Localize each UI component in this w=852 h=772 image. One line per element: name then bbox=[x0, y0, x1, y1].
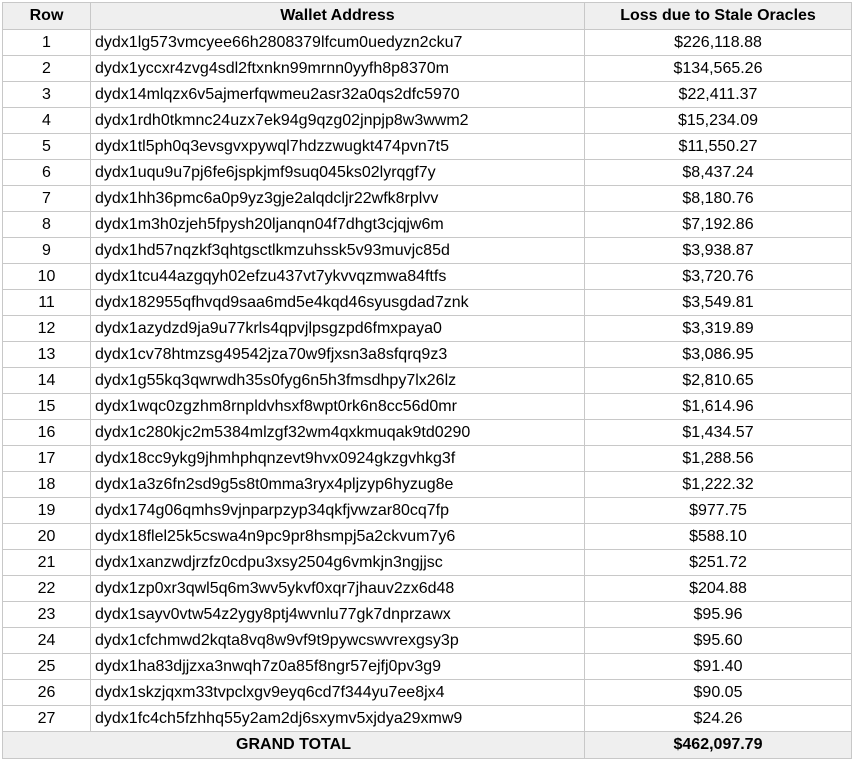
table-row bbox=[3, 30, 852, 56]
table-row bbox=[3, 212, 852, 238]
wallet-address-cell: dydx1rdh0tkmnc24uzx7ek94g9qzg02jnpjp8w3wwm2 bbox=[91, 108, 585, 134]
wallet-address-cell: dydx1skzjqxm33tvpclxgv9eyq6cd7f344yu7ee8jx4 bbox=[91, 680, 585, 706]
row-number-cell: 10 bbox=[3, 264, 91, 290]
row-number-cell: 1 bbox=[3, 30, 91, 56]
table-row bbox=[3, 160, 852, 186]
table-row bbox=[3, 680, 852, 706]
loss-amount-cell: $7,192.86 bbox=[585, 212, 852, 238]
table-row bbox=[3, 368, 852, 394]
row-number-cell: 8 bbox=[3, 212, 91, 238]
wallet-address-cell: dydx1cfchmwd2kqta8vq8w9vf9t9pywcswvrexgsy3p bbox=[91, 628, 585, 654]
loss-amount-cell: $3,086.95 bbox=[585, 342, 852, 368]
table-row bbox=[3, 706, 852, 732]
wallet-address-cell: dydx1hh36pmc6a0p9yz3gje2alqdcljr22wfk8rplvv bbox=[91, 186, 585, 212]
table-row bbox=[3, 628, 852, 654]
header-wallet-address: Wallet Address bbox=[91, 3, 585, 30]
table-row bbox=[3, 576, 852, 602]
row-number-cell: 25 bbox=[3, 654, 91, 680]
row-number-cell: 13 bbox=[3, 342, 91, 368]
table-row bbox=[3, 602, 852, 628]
wallet-address-cell: dydx1a3z6fn2sd9g5s8t0mma3ryx4pljzyp6hyzug8e bbox=[91, 472, 585, 498]
row-number-cell: 7 bbox=[3, 186, 91, 212]
loss-amount-cell: $91.40 bbox=[585, 654, 852, 680]
header-row bbox=[3, 3, 852, 30]
wallet-address-cell: dydx1tcu44azgqyh02efzu437vt7ykvvqzmwa84ftfs bbox=[91, 264, 585, 290]
loss-amount-cell: $11,550.27 bbox=[585, 134, 852, 160]
row-number-cell: 20 bbox=[3, 524, 91, 550]
loss-amount-cell: $22,411.37 bbox=[585, 82, 852, 108]
wallet-address-cell: dydx1cv78htmzsg49542jza70w9fjxsn3a8sfqrq9z3 bbox=[91, 342, 585, 368]
loss-amount-cell: $1,288.56 bbox=[585, 446, 852, 472]
wallet-address-cell: dydx1azydzd9ja9u77krls4qpvjlpsgzpd6fmxpaya0 bbox=[91, 316, 585, 342]
wallet-address-cell: dydx1c280kjc2m5384mlzgf32wm4qxkmuqak9td0290 bbox=[91, 420, 585, 446]
row-number-cell: 6 bbox=[3, 160, 91, 186]
wallet-address-cell: dydx174g06qmhs9vjnparpzyp34qkfjvwzar80cq7fp bbox=[91, 498, 585, 524]
loss-amount-cell: $226,118.88 bbox=[585, 30, 852, 56]
row-number-cell: 27 bbox=[3, 706, 91, 732]
wallet-address-cell: dydx1ha83djjzxa3nwqh7z0a85f8ngr57ejfj0pv3g9 bbox=[91, 654, 585, 680]
table-row bbox=[3, 238, 852, 264]
header-row-number: Row bbox=[3, 3, 91, 30]
wallet-address-cell: dydx1wqc0zgzhm8rnpldvhsxf8wpt0rk6n8cc56d0mr bbox=[91, 394, 585, 420]
table-row bbox=[3, 446, 852, 472]
row-number-cell: 2 bbox=[3, 56, 91, 82]
loss-amount-cell: $588.10 bbox=[585, 524, 852, 550]
wallet-address-cell: dydx1zp0xr3qwl5q6m3wv5ykvf0xqr7jhauv2zx6d48 bbox=[91, 576, 585, 602]
wallet-address-cell: dydx1g55kq3qwrwdh35s0fyg6n5h3fmsdhpy7lx26lz bbox=[91, 368, 585, 394]
table-row bbox=[3, 524, 852, 550]
table-row bbox=[3, 56, 852, 82]
wallet-address-cell: dydx18flel25k5cswa4n9pc9pr8hsmpj5a2ckvum7y6 bbox=[91, 524, 585, 550]
row-number-cell: 9 bbox=[3, 238, 91, 264]
loss-amount-cell: $95.96 bbox=[585, 602, 852, 628]
wallet-address-cell: dydx1uqu9u7pj6fe6jspkjmf9suq045ks02lyrqgf7y bbox=[91, 160, 585, 186]
table-row bbox=[3, 472, 852, 498]
table-row bbox=[3, 342, 852, 368]
row-number-cell: 24 bbox=[3, 628, 91, 654]
wallet-address-cell: dydx1hd57nqzkf3qhtgsctlkmzuhssk5v93muvjc85d bbox=[91, 238, 585, 264]
wallet-address-cell: dydx1yccxr4zvg4sdl2ftxnkn99mrnn0yyfh8p8370m bbox=[91, 56, 585, 82]
row-number-cell: 26 bbox=[3, 680, 91, 706]
wallet-address-cell: dydx1m3h0zjeh5fpysh20ljanqn04f7dhgt3cjqjw6m bbox=[91, 212, 585, 238]
losses-table bbox=[2, 2, 852, 759]
loss-amount-cell: $3,720.76 bbox=[585, 264, 852, 290]
row-number-cell: 16 bbox=[3, 420, 91, 446]
wallet-address-cell: dydx1xanzwdjrzfz0cdpu3xsy2504g6vmkjn3ngjjsc bbox=[91, 550, 585, 576]
row-number-cell: 15 bbox=[3, 394, 91, 420]
row-number-cell: 5 bbox=[3, 134, 91, 160]
loss-amount-cell: $3,938.87 bbox=[585, 238, 852, 264]
row-number-cell: 14 bbox=[3, 368, 91, 394]
loss-amount-cell: $95.60 bbox=[585, 628, 852, 654]
loss-amount-cell: $15,234.09 bbox=[585, 108, 852, 134]
grand-total-row bbox=[3, 732, 852, 759]
table-body bbox=[3, 30, 852, 732]
grand-total-label: GRAND TOTAL bbox=[3, 732, 585, 759]
loss-amount-cell: $251.72 bbox=[585, 550, 852, 576]
loss-amount-cell: $1,434.57 bbox=[585, 420, 852, 446]
loss-amount-cell: $8,180.76 bbox=[585, 186, 852, 212]
row-number-cell: 3 bbox=[3, 82, 91, 108]
table-row bbox=[3, 134, 852, 160]
table-row bbox=[3, 290, 852, 316]
table-row bbox=[3, 82, 852, 108]
table-row bbox=[3, 264, 852, 290]
loss-amount-cell: $204.88 bbox=[585, 576, 852, 602]
row-number-cell: 11 bbox=[3, 290, 91, 316]
table-row bbox=[3, 420, 852, 446]
loss-amount-cell: $977.75 bbox=[585, 498, 852, 524]
header-loss: Loss due to Stale Oracles bbox=[585, 3, 852, 30]
loss-amount-cell: $3,549.81 bbox=[585, 290, 852, 316]
loss-amount-cell: $134,565.26 bbox=[585, 56, 852, 82]
wallet-address-cell: dydx1tl5ph0q3evsgvxpywql7hdzzwugkt474pvn7t5 bbox=[91, 134, 585, 160]
row-number-cell: 18 bbox=[3, 472, 91, 498]
row-number-cell: 17 bbox=[3, 446, 91, 472]
loss-amount-cell: $1,222.32 bbox=[585, 472, 852, 498]
loss-amount-cell: $24.26 bbox=[585, 706, 852, 732]
wallet-address-cell: dydx1sayv0vtw54z2ygy8ptj4wvnlu77gk7dnprzawx bbox=[91, 602, 585, 628]
loss-amount-cell: $8,437.24 bbox=[585, 160, 852, 186]
loss-amount-cell: $90.05 bbox=[585, 680, 852, 706]
row-number-cell: 23 bbox=[3, 602, 91, 628]
loss-amount-cell: $1,614.96 bbox=[585, 394, 852, 420]
wallet-address-cell: dydx1fc4ch5fzhhq55y2am2dj6sxymv5xjdya29xmw9 bbox=[91, 706, 585, 732]
wallet-address-cell: dydx182955qfhvqd9saa6md5e4kqd46syusgdad7znk bbox=[91, 290, 585, 316]
row-number-cell: 19 bbox=[3, 498, 91, 524]
wallet-address-cell: dydx18cc9ykg9jhmhphqnzevt9hvx0924gkzgvhkg3f bbox=[91, 446, 585, 472]
table-row bbox=[3, 186, 852, 212]
grand-total-value: $462,097.79 bbox=[585, 732, 852, 759]
row-number-cell: 22 bbox=[3, 576, 91, 602]
row-number-cell: 21 bbox=[3, 550, 91, 576]
row-number-cell: 4 bbox=[3, 108, 91, 134]
wallet-address-cell: dydx14mlqzx6v5ajmerfqwmeu2asr32a0qs2dfc5970 bbox=[91, 82, 585, 108]
table-row bbox=[3, 550, 852, 576]
table-row bbox=[3, 654, 852, 680]
loss-amount-cell: $2,810.65 bbox=[585, 368, 852, 394]
table-row bbox=[3, 498, 852, 524]
row-number-cell: 12 bbox=[3, 316, 91, 342]
table-row bbox=[3, 394, 852, 420]
table-row bbox=[3, 108, 852, 134]
table-row bbox=[3, 316, 852, 342]
loss-amount-cell: $3,319.89 bbox=[585, 316, 852, 342]
wallet-address-cell: dydx1lg573vmcyee66h2808379lfcum0uedyzn2cku7 bbox=[91, 30, 585, 56]
